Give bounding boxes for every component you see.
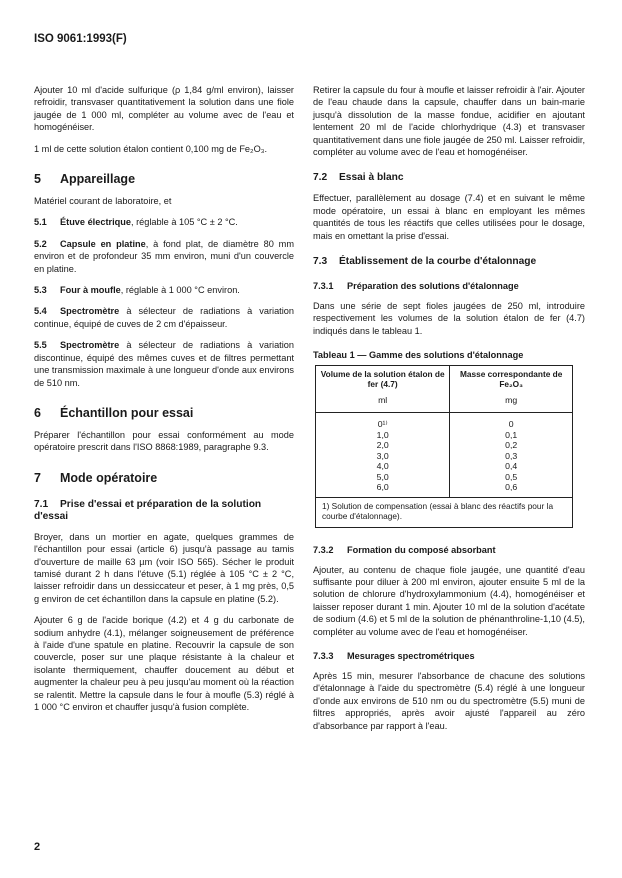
clause-number: 5.4 [34,306,47,317]
section-number: 5 [34,172,41,187]
subsection-title: Établissement de la courbe d'étalonnage [339,256,537,268]
table-mass-value: 0,1 [505,429,518,440]
section-title: Mode opératoire [60,470,158,485]
subsection-heading [34,499,294,523]
left-column [34,84,294,722]
table-volume-value: 1,0 [376,429,389,440]
table-header-mass: Masse correspondante de Fe₂O₃ [450,365,573,392]
clause [34,238,294,275]
clause-term: Four à moufle [60,285,121,296]
section-heading [34,471,294,485]
table-volume-value: 2,0 [376,440,389,451]
clause-number: 5.1 [34,217,47,228]
subsection-heading [313,256,585,268]
subsection-number: 7.1 [34,498,49,510]
subsubsection-heading [313,650,585,662]
table-volume-value: 3,0 [376,450,389,461]
table-volume-value: 6,0 [376,482,389,493]
paragraph: Matériel courant de laboratoire, et [34,196,172,207]
paragraph: Ajouter, au contenu de chaque fiole jaugée, une quantité d'eau suffisante pour diluer à 200 ml environ, ajouter ensuite 5 ml de la solution de chlorure d'hydroxylammonium (4.4), homogénéiser et laisser reposer durant 1 min. Ajouter 10 ml de la solution d'acétate de sodium (4.6) et 5 ml de la solution de phénanthroline-1,10 (4.5), compléter au volume avec de l'eau et homogénéiser. [313,564,585,637]
clause-term: Capsule en platine [60,238,146,249]
subsection-title: Essai à blanc [339,172,404,184]
section-number: 6 [34,405,41,420]
clause-text: , réglable à 1 000 °C environ. [120,285,240,296]
table-mass-value: 0,5 [505,471,518,482]
table-mass-value: 0,3 [505,450,518,461]
subsection-title: Prise d'essai et préparation de la solution d'essai [34,498,262,522]
clause-text: , à fond plat, de diamètre 80 mm environ et de profondeur 35 mm environ, muni d'un couvercle en platine. [34,238,294,274]
subsection-heading [313,172,585,184]
table-volume-values [316,413,450,498]
right-column [313,84,585,741]
table-mass-value: 0,2 [505,440,518,451]
table-volume-value: 4,0 [376,461,389,472]
paragraph: Ajouter 6 g de l'acide borique (4.2) et 4 g du carbonate de sodium anhydre (4.1), mélanger soigneusement de préférence à l'aide d'une spatule en platine. Recouvrir la capsule de son couvercle, poser sur une plaque résistante à la chaleur et isolante thermiquement, chauffer doucement au début et augmenter la chaleur peu à peu jusqu'au moment où la réaction se ralentit. Mettre la capsule dans le four à moufle (5.3) réglé à 1 000 °C environ et chauffer jusqu'à fusion complète. [34,615,294,712]
paragraph: Effectuer, parallèlement au dosage (7.4) et en suivant le même mode opératoire, un essai à blanc en employant les mêmes quantités de tous les réactifs que celles utilisées pour le dosage, mais en omettant la prise d'essai. [313,193,585,241]
subsubsection-number: 7.3.3 [313,651,334,662]
paragraph: Ajouter 10 ml d'acide sulfurique (ρ 1,84 g/ml environ), laisser refroidir, transvaser quantitativement la solution dans une fiole jaugée de 1 000 ml, compléter au volume avec de l'eau et homogénéiser. [34,85,294,133]
table-unit-mass: mg [450,392,573,413]
clause [34,284,294,296]
table-mass-value: 0,4 [505,461,518,472]
document-header: ISO 9061:1993(F) [34,33,127,45]
clause-text: , réglable à 105 °C ± 2 °C. [130,217,238,228]
table-caption: Tableau 1 — Gamme des solutions d'étalonnage [313,350,524,361]
table-unit-volume: ml [316,392,450,413]
paragraph: Dans une série de sept fioles jaugées de 250 ml, introduire respectivement les volumes de la solution étalon de fer (4.7) indiqués dans le tableau 1. [313,301,585,336]
table-mass-value: 0 [508,419,514,430]
table-header-volume: Volume de la solution étalon de fer (4.7) [316,365,450,392]
subsection-number: 7.3 [313,256,328,268]
subsection-number: 7.2 [313,172,328,184]
paragraph: Préparer l'échantillon pour essai conformément au mode opératoire prescrit dans l'ISO 8868:1989, paragraphe 9.3. [34,429,294,453]
subsubsection-heading [313,544,585,556]
clause-text: à sélecteur de radiations à variation discontinue, équipé des mêmes cuves et de filtres permettant une transmission maximale à une longueur d'onde aux environs de 510 nm. [34,340,294,388]
table-volume-value: 5,0 [376,471,389,482]
subsubsection-title: Formation du composé absorbant [347,544,496,555]
paragraph: Après 15 min, mesurer l'absorbance de chacune des solutions d'étalonnage à l'aide du spectromètre (5.4) réglé à une longueur d'onde aux environs de 510 nm ou du spectromètre (5.5) muni de filtres appropriés, après avoir ajusté l'appareil au zéro d'absorbance par rapport à l'eau. [313,671,585,731]
paragraph: Retirer la capsule du four à moufle et laisser refroidir à l'air. Ajouter de l'eau chaude dans la capsule, chauffer dans un bain-marie jusqu'à dissolution de la masse fondue, acidifier en ajoutant lentement 20 ml de l'acide chlorhydrique (4.3) et transvaser quantitativement dans une fiole jaugée de 250 ml. Laisser refroidir, compléter au volume avec de l'eau et homogénéiser. [313,85,585,158]
clause-term: Spectromètre [60,306,120,317]
clause-number: 5.2 [34,238,47,249]
clause-term: Spectromètre [60,340,120,351]
subsubsection-title: Mesurages spectrométriques [347,651,475,662]
section-heading [34,406,294,420]
section-heading [34,172,294,186]
clause [34,339,294,389]
paragraph: Broyer, dans un mortier en agate, quelques grammes de l'échantillon pour essai (article 6) jusqu'à passage au tamis d'ouverture de maille 63 µm (voir ISO 565). Sécher le produit tamisé durant 2 h dans l'étuve (5.1) réglée à 105 °C ± 2 °C, laisser refroidir dans un dessiccateur et peser, à 1 mg près, 0,5 g environ de cet échantillon dans la capsule en platine (5.2). [34,531,294,604]
clause [34,305,294,330]
clause-text: à sélecteur de radiations à variation continue, équipé de cuves de 2 cm d'épaisseur. [34,306,294,329]
clause-number: 5.5 [34,340,47,351]
subsubsection-number: 7.3.2 [313,544,334,555]
clause-number: 5.3 [34,285,47,296]
clause [34,216,294,228]
table-mass-value: 0,6 [505,482,518,493]
section-number: 7 [34,470,41,485]
table-mass-values [450,413,573,498]
subsubsection-number: 7.3.1 [313,281,334,292]
subsubsection-heading [313,280,585,292]
calibration-table [315,365,573,528]
subsubsection-title: Préparation des solutions d'étalonnage [347,281,519,292]
section-title: Échantillon pour essai [60,405,194,420]
table-footnote: 1) Solution de compensation (essai à blanc des réactifs pour la courbe d'étalonnage). [316,497,573,527]
section-title: Appareillage [60,172,136,187]
page-number: 2 [34,841,41,853]
clause-term: Étuve électrique [60,217,131,228]
paragraph: 1 ml de cette solution étalon contient 0,100 mg de Fe₂O₃. [34,143,268,154]
table-volume-value: 0¹⁾ [377,419,388,430]
